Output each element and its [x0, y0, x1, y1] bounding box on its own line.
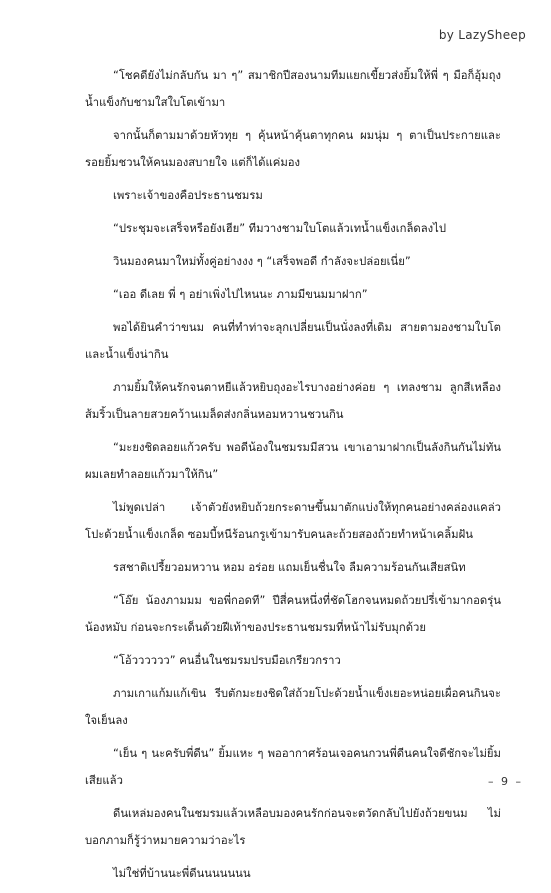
paragraph: “โอ๊ย น้องภามมม ขอพี่กอดที” ปีสี่คนหนึ่งที่ชัดโฮกจนหมดถ้วยปรี่เข้ามากอดรุ่นน้องหมับ ก่อนจะกระเด็นด้วยฝีเท้าของประธานชมรมที่หน้าไม่รับมุกด้วย [85, 594, 501, 634]
story-body [85, 62, 501, 893]
paragraph: “มะยงชิดลอยแก้วครับ พอดีน้องในชมรมมีสวน เขาเอามาฝากเป็นลังกินกันไม่ทันผมเลยทำลอยแก้วมาให้กิน” [85, 441, 501, 481]
paragraph: รสชาติเปรี้ยวอมหวาน หอม อร่อย แถมเย็นชื่นใจ ลืมความร้อนกันเสียสนิท [113, 561, 466, 574]
paragraph: ภามยิ้มให้คนรักจนตาหยีแล้วหยิบถุงอะไรบางอย่างค่อย ๆ เทลงชาม ลูกสีเหลืองส้มริ้วเป็นลายสวยคว้านเมล็ดส่งกลิ่นหอมหวานชวนกิน [85, 381, 501, 421]
page-number: – 9 – [488, 775, 523, 788]
author-credit: by LazySheep [438, 28, 526, 42]
paragraph: ดีนเหล่มองคนในชมรมแล้วเหลือบมองคนรักก่อนจะตวัดกลับไปยังถ้วยขนม ไม่บอกภามก็รู้ว่าหมายความว่าอะไร [85, 807, 501, 847]
paragraph: ไม่ใช่ที่บ้านนะพี่ดีนนนนนนน [113, 867, 251, 880]
paragraph: “ประชุมจะเสร็จหรือยังเฮีย” ทีมวางชามใบโตแล้วเทน้ำแข็งเกล็ดลงไป [113, 222, 446, 235]
paragraph: เพราะเจ้าของคือประธานชมรม [113, 189, 263, 202]
paragraph: “โอ้วววววว” คนอื่นในชมรมปรบมือเกรียวกราว [113, 654, 341, 667]
paragraph: “เออ ดีเลย พี่ ๆ อย่าเพิ่งไปไหนนะ ภามมีขนมมาฝาก” [113, 288, 368, 301]
paragraph: จากนั้นก็ตามมาด้วยหัวทุย ๆ คุ้นหน้าคุ้นตาทุกคน ผมนุ่ม ๆ ตาเป็นประกายและรอยยิ้มชวนให้คนมองสบายใจ แต่ก็ได้แค่มอง [85, 129, 501, 169]
paragraph: พอได้ยินคำว่าขนม คนที่ทำท่าจะลุกเปลี่ยนเป็นนั่งลงที่เดิม สายตามองชามใบโตและน้ำแข็งน่ากิน [85, 321, 501, 361]
paragraph: วินมองคนมาใหม่ทั้งคู่อย่างงง ๆ “เสร็จพอดี กำลังจะปล่อยเนี่ย” [113, 255, 411, 268]
paragraph: “โชคดียังไม่กลับกัน มา ๆ” สมาชิกปีสองนามทีมแยกเขี้ยวส่งยิ้มให้พี่ ๆ มือก็อุ้มถุงน้ำแข็งกับชามใสใบโตเข้ามา [85, 69, 501, 109]
paragraph: ไม่พูดเปล่า เจ้าตัวยังหยิบถ้วยกระดาษขึ้นมาตักแบ่งให้ทุกคนอย่างคล่องแคล่ว โปะด้วยน้ำแข็งเกล็ด ซอมบี้หนีร้อนกรูเข้ามารับคนละถ้วยสองถ้วยทำหน้าเคลิ้มฝัน [85, 501, 501, 541]
paragraph: ภามเกาแก้มแก้เขิน รีบตักมะยงชิดใส่ถ้วยโปะด้วยน้ำแข็งเยอะหน่อยเผื่อคนกินจะใจเย็นลง [85, 687, 501, 727]
paragraph: “เย็น ๆ นะครับพี่ดีน” ยิ้มแหะ ๆ พออากาศร้อนเจอคนกวนพี่ดีนคนใจดีชักจะไม่ยิ้มเสียแล้ว [85, 747, 501, 787]
